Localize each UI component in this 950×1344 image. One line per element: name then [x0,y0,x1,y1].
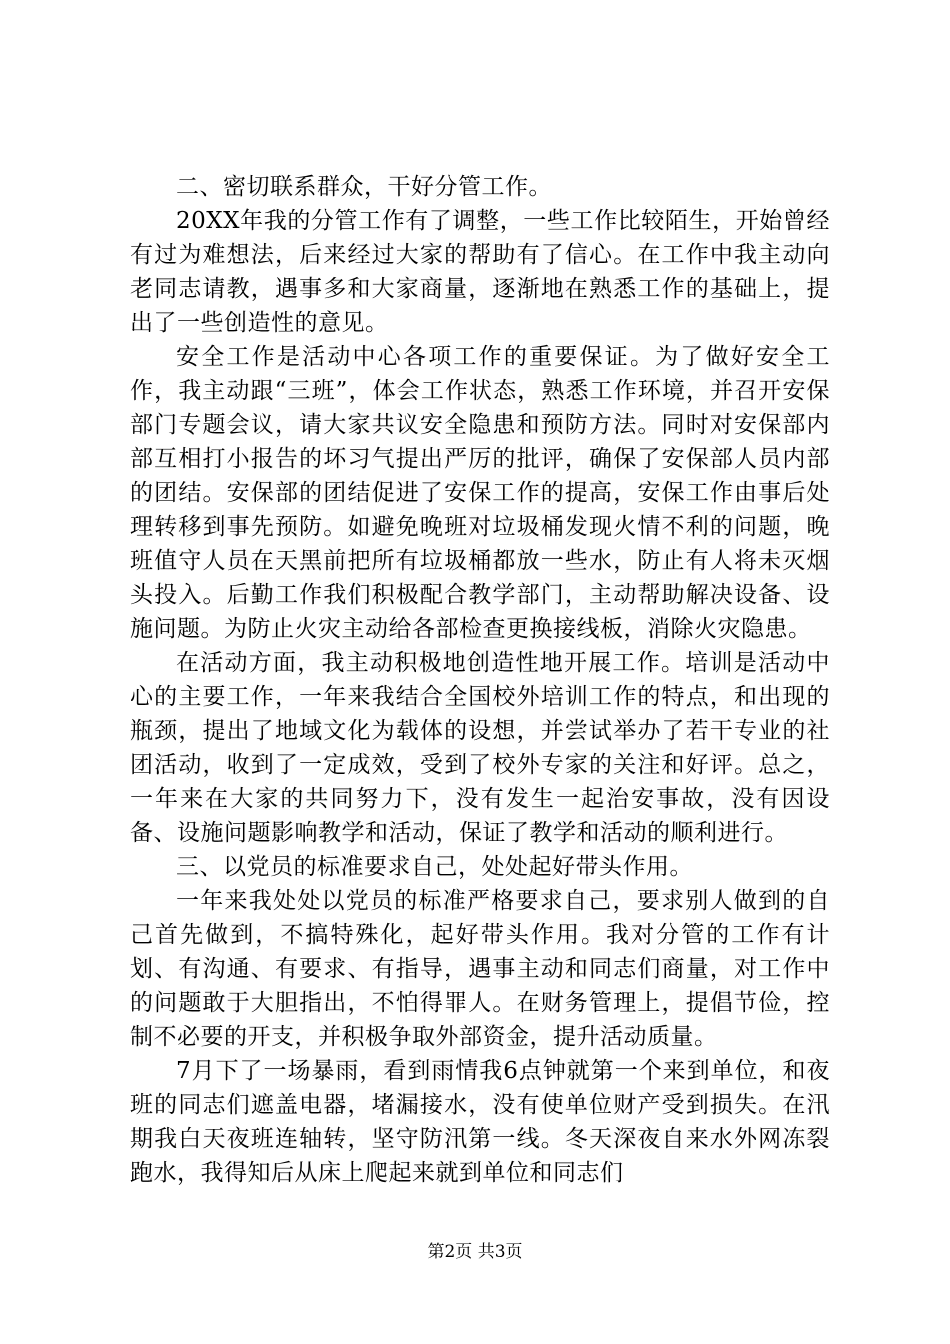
paragraph: 20XX年我的分管工作有了调整，一些工作比较陌生，开始曾经有过为难想法，后来经过大家的帮助有了信心。在工作中我主动向老同志请教，遇事多和大家商量，逐渐地在熟悉工作的基础上，提出了一些创造性的意见。 [130,208,830,336]
paragraph: 安全工作是活动中心各项工作的重要保证。为了做好安全工作，我主动跟“三班”，体会工作状态，熟悉工作环境，并召开安保部门专题会议，请大家共议安全隐患和预防方法。同时对安保部内部互相打小报告的坏习气提出严厉的批评，确保了安保部人员内部的团结。安保部的团结促进了安保工作的提高，安保工作由事后处理转移到事先预防。如避免晚班对垃圾桶发现火情不利的问题，晚班值守人员在天黑前把所有垃圾桶都放一些水，防止有人将未灭烟头投入。后勤工作我们积极配合教学部门，主动帮助解决设备、设施问题。为防止火灾主动给各部检查更换接线板，消除火灾隐患。 [130,344,830,642]
page-footer [0,1241,950,1263]
document-body [130,170,830,1190]
paragraph: 一年来我处处以党员的标准严格要求自己，要求别人做到的自己首先做到，不搞特殊化，起好带头作用。我对分管的工作有计划、有沟通、有要求、有指导，遇事主动和同志们商量，对工作中的问题敢于大胆指出，不怕得罪人。在财务管理上，提倡节俭，控制不必要的开支，并积极争取外部资金，提升活动质量。 [130,888,830,1050]
paragraph: 7月下了一场暴雨，看到雨情我6点钟就第一个来到单位，和夜班的同志们遮盖电器，堵漏接水，没有使单位财产受到损失。在汛期我白天夜班连轴转，坚守防汛第一线。冬天深夜自来水外网冻裂跑水，我得知后从床上爬起来就到单位和同志们 [130,1058,830,1186]
page-number: 第2页 共3页 [427,1242,523,1262]
section-heading-two: 二、密切联系群众，干好分管工作。 [176,174,552,200]
section-heading-three: 三、以党员的标准要求自己，处处起好带头作用。 [176,854,693,880]
paragraph: 在活动方面，我主动积极地创造性地开展工作。培训是活动中心的主要工作，一年来我结合全国校外培训工作的特点，和出现的瓶颈，提出了地域文化为载体的设想，并尝试举办了若干专业的社团活动，收到了一定成效，受到了校外专家的关注和好评。总之，一年来在大家的共同努力下，没有发生一起治安事故，没有因设备、设施问题影响教学和活动，保证了教学和活动的顺利进行。 [130,650,830,846]
